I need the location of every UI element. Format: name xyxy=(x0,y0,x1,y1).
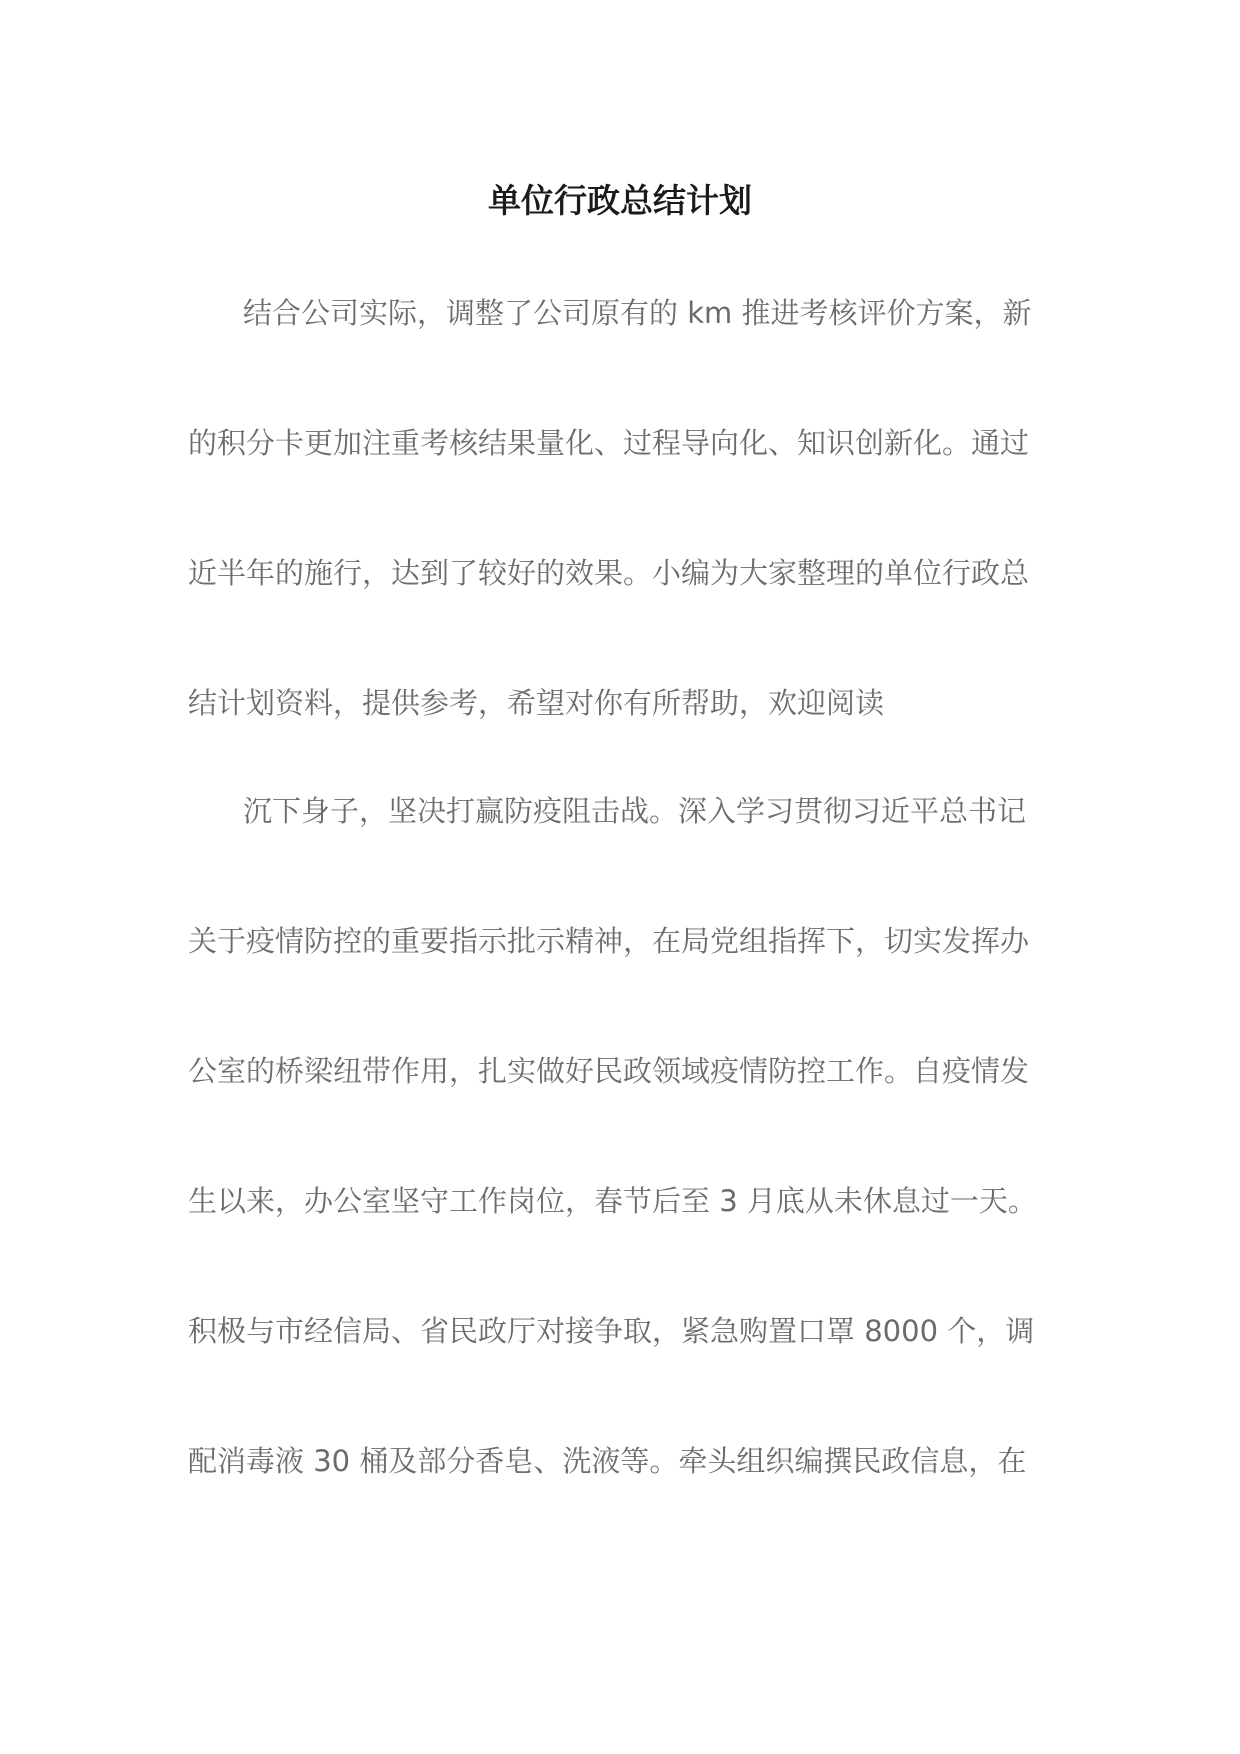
paragraph-line: 结计划资料，提供参考，希望对你有所帮助，欢迎阅读 xyxy=(188,686,885,720)
paragraph-line: 生以来，办公室坚守工作岗位，春节后至 3 月底从未休息过一天。 xyxy=(188,1184,1037,1218)
paragraph-line: 沉下身子，坚决打赢防疫阻击战。深入学习贯彻习近平总书记 xyxy=(243,794,1027,828)
document-title: 单位行政总结计划 xyxy=(488,181,752,220)
paragraph-line: 配消毒液 30 桶及部分香皂、洗液等。牵头组织编撰民政信息，在 xyxy=(188,1444,1027,1478)
paragraph-line: 积极与市经信局、省民政厅对接争取，紧急购置口罩 8000 个，调 xyxy=(188,1314,1035,1348)
paragraph-line: 的积分卡更加注重考核结果量化、过程导向化、知识创新化。通过 xyxy=(188,426,1030,460)
paragraph-line: 近半年的施行，达到了较好的效果。小编为大家整理的单位行政总 xyxy=(188,556,1030,590)
paragraph-line: 结合公司实际，调整了公司原有的 km 推进考核评价方案，新 xyxy=(243,296,1032,330)
paragraph-line: 关于疫情防控的重要指示批示精神，在局党组指挥下，切实发挥办 xyxy=(188,924,1030,958)
paragraph-line: 公室的桥梁纽带作用，扎实做好民政领域疫情防控工作。自疫情发 xyxy=(188,1054,1030,1088)
